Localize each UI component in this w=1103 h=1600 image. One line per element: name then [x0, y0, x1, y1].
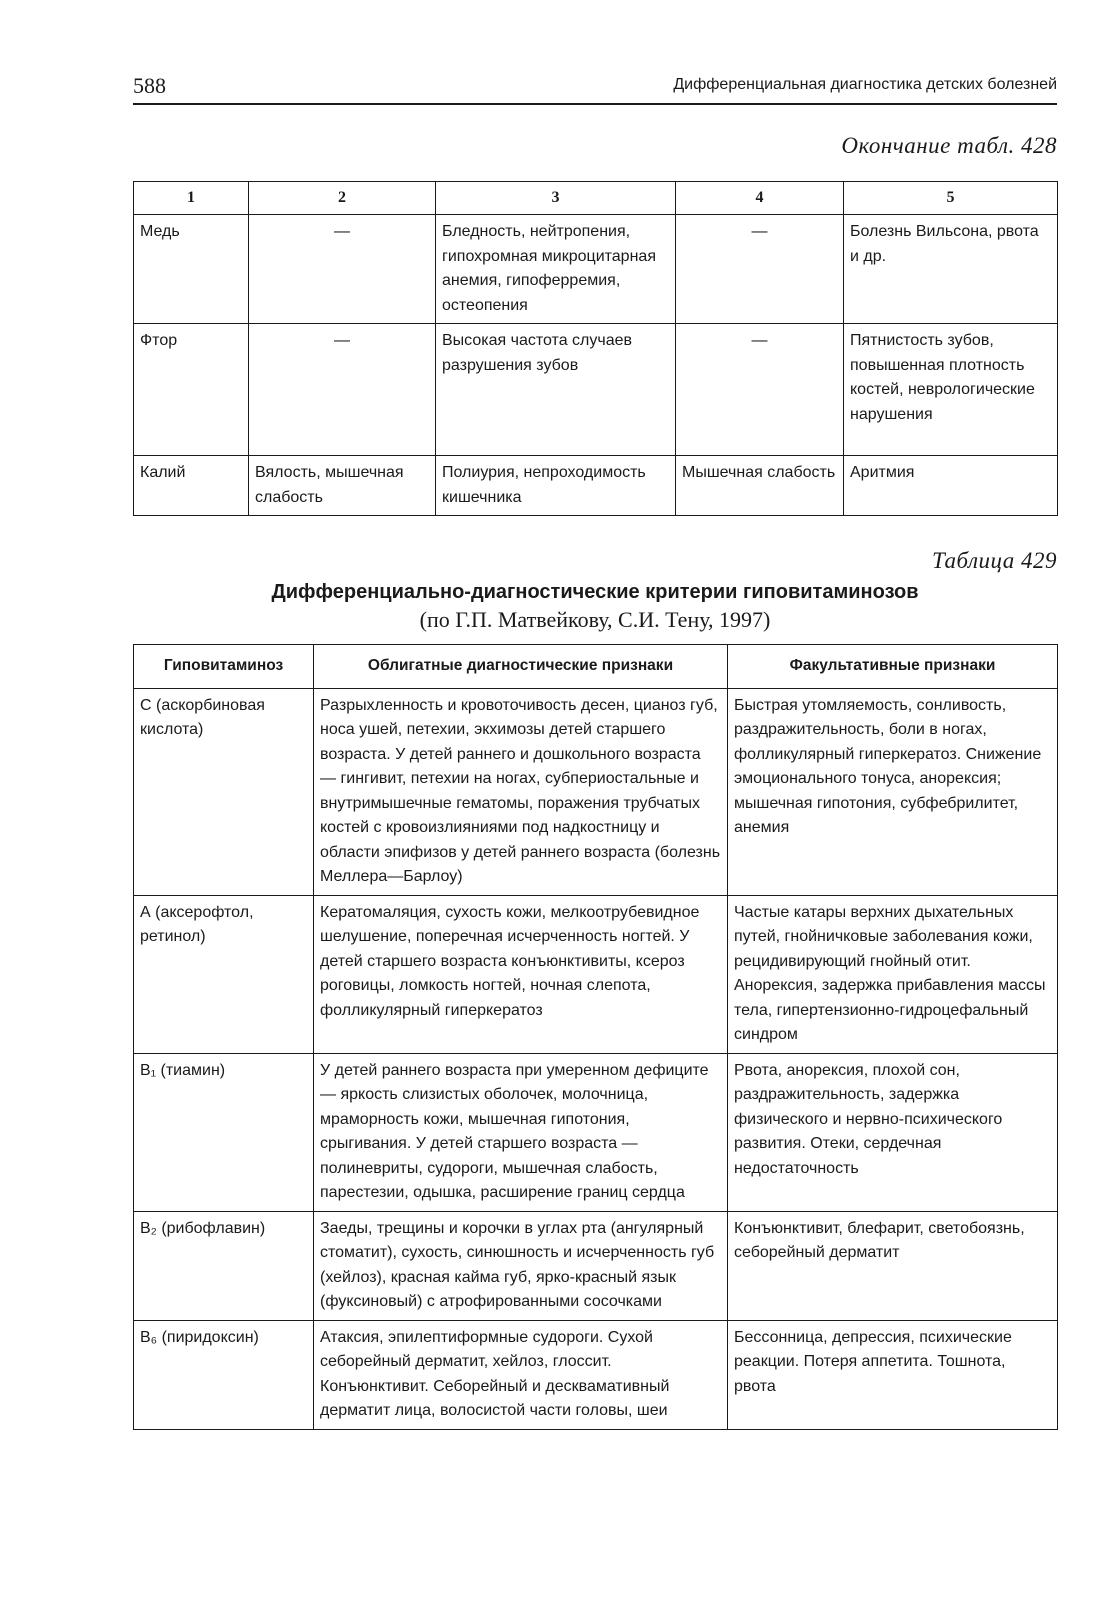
table-row [134, 1053, 1058, 1211]
facultative-signs-cell: Быстрая утомляемость, сонливость, раздражительность, боли в ногах, фолликулярный гиперкератоз. Снижение эмоционального тонуса, анорексия; мышечная гипотония, субфебрилитет, анемия [728, 688, 1058, 895]
table-cell: Бледность, нейтропения, гипохромная микроцитарная анемия, гипоферремия, остеопения [436, 215, 676, 324]
vitamin-cell: В₁ (тиамин) [134, 1053, 314, 1211]
table-row [134, 456, 1058, 516]
column-header: 4 [676, 182, 844, 215]
running-head-title: Дифференциальная диагностика детских болезней [673, 76, 1057, 93]
table-header-row [134, 645, 1058, 689]
vitamin-cell: А (аксерофтол, ретинол) [134, 895, 314, 1053]
facultative-signs-cell: Частые катары верхних дыхательных путей, гнойничковые заболевания кожи, рецидивирующий гнойный отит. Анорексия, задержка прибавления массы тела, гипертензионно-гидроцефальный синдром [728, 895, 1058, 1053]
table-cell: Вялость, мышечная слабость [249, 456, 436, 516]
obligate-signs-cell: Заеды, трещины и корочки в углах рта (ангулярный стоматит), сухость, синюшность и исчерченность губ (хейлоз), красная кайма губ, ярко-красный язык (фуксиновый) с атрофированными сосочками [314, 1211, 728, 1320]
table-cell: Болезнь Вильсона, рвота и др. [844, 215, 1058, 324]
obligate-signs-cell: Атаксия, эпилептиформные судороги. Сухой себорейный дерматит, хейлоз, глоссит. Конъюнктивит. Себорейный и десквамативный дерматит лица, волосистой части головы, шеи [314, 1320, 728, 1429]
table-row [134, 895, 1058, 1053]
vitamin-cell: С (аскорбиновая кислота) [134, 688, 314, 895]
element-cell: Медь [134, 215, 249, 324]
column-header: Гиповитаминоз [134, 645, 314, 689]
table-429-source: (по Г.П. Матвейкову, С.И. Тену, 1997) [419, 607, 771, 632]
facultative-signs-cell: Бессонница, депрессия, психические реакции. Потеря аппетита. Тошнота, рвота [728, 1320, 1058, 1429]
column-header: 3 [436, 182, 676, 215]
column-header: 2 [249, 182, 436, 215]
table-cell: Мышечная слабость [676, 456, 844, 516]
table-row [134, 1320, 1058, 1429]
table-428-continuation-label: Окончание табл. 428 [841, 133, 1057, 158]
facultative-signs-cell: Конъюнктивит, блефарит, светобоязнь, себорейный дерматит [728, 1211, 1058, 1320]
element-cell: Фтор [134, 324, 249, 456]
column-header: 1 [134, 182, 249, 215]
table-cell: Высокая частота случаев разрушения зубов [436, 324, 676, 456]
obligate-signs-cell: У детей раннего возраста при умеренном дефиците — яркость слизистых оболочек, молочница, мраморность кожи, мышечная гипотония, срыгивания. У детей старшего возраста — полиневриты, судороги, мышечная слабость, парестезии, одышка, расширение границ сердца [314, 1053, 728, 1211]
column-header: 5 [844, 182, 1058, 215]
element-cell: Калий [134, 456, 249, 516]
running-head [133, 73, 1057, 105]
table-cell: — [676, 324, 844, 456]
table-cell: — [676, 215, 844, 324]
table-429-label: Таблица 429 [931, 548, 1057, 573]
table-row [134, 688, 1058, 895]
table-429 [133, 644, 1058, 1430]
page-number: 588 [133, 73, 166, 98]
facultative-signs-cell: Рвота, анорексия, плохой сон, раздражительность, задержка физического и нервно-психического развития. Отеки, сердечная недостаточность [728, 1053, 1058, 1211]
table-row [134, 215, 1058, 324]
table-cell: Полиурия, непроходимость кишечника [436, 456, 676, 516]
table-cell: Аритмия [844, 456, 1058, 516]
table-cell: — [249, 324, 436, 456]
vitamin-cell: В₆ (пиридоксин) [134, 1320, 314, 1429]
table-cell: — [249, 215, 436, 324]
column-header: Факультативные признаки [728, 645, 1058, 689]
table-cell: Пятнистость зубов, повышенная плотность костей, неврологические нарушения [844, 324, 1058, 456]
table-header-row [134, 182, 1058, 215]
table-428 [133, 181, 1058, 516]
obligate-signs-cell: Кератомаляция, сухость кожи, мелкоотрубевидное шелушение, поперечная исчерченность ногтей. У детей старшего возраста конъюнктивиты, ксероз роговицы, ломкость ногтей, ночная слепота, фолликулярный гиперкератоз [314, 895, 728, 1053]
vitamin-cell: В₂ (рибофлавин) [134, 1211, 314, 1320]
table-429-title: Дифференциально-диагностические критерии гиповитаминозов [271, 581, 919, 603]
table-row [134, 324, 1058, 456]
column-header: Облигатные диагностические признаки [314, 645, 728, 689]
table-row [134, 1211, 1058, 1320]
obligate-signs-cell: Разрыхленность и кровоточивость десен, цианоз губ, носа ушей, петехии, экхимозы детей старшего возраста. У детей раннего и дошкольного возраста — гингивит, петехии на ногах, субпериостальные и внутримышечные гематомы, поражения трубчатых костей с кровоизлияниями под надкостницу и области эпифизов у детей раннего возраста (болезнь Меллера—Барлоу) [314, 688, 728, 895]
